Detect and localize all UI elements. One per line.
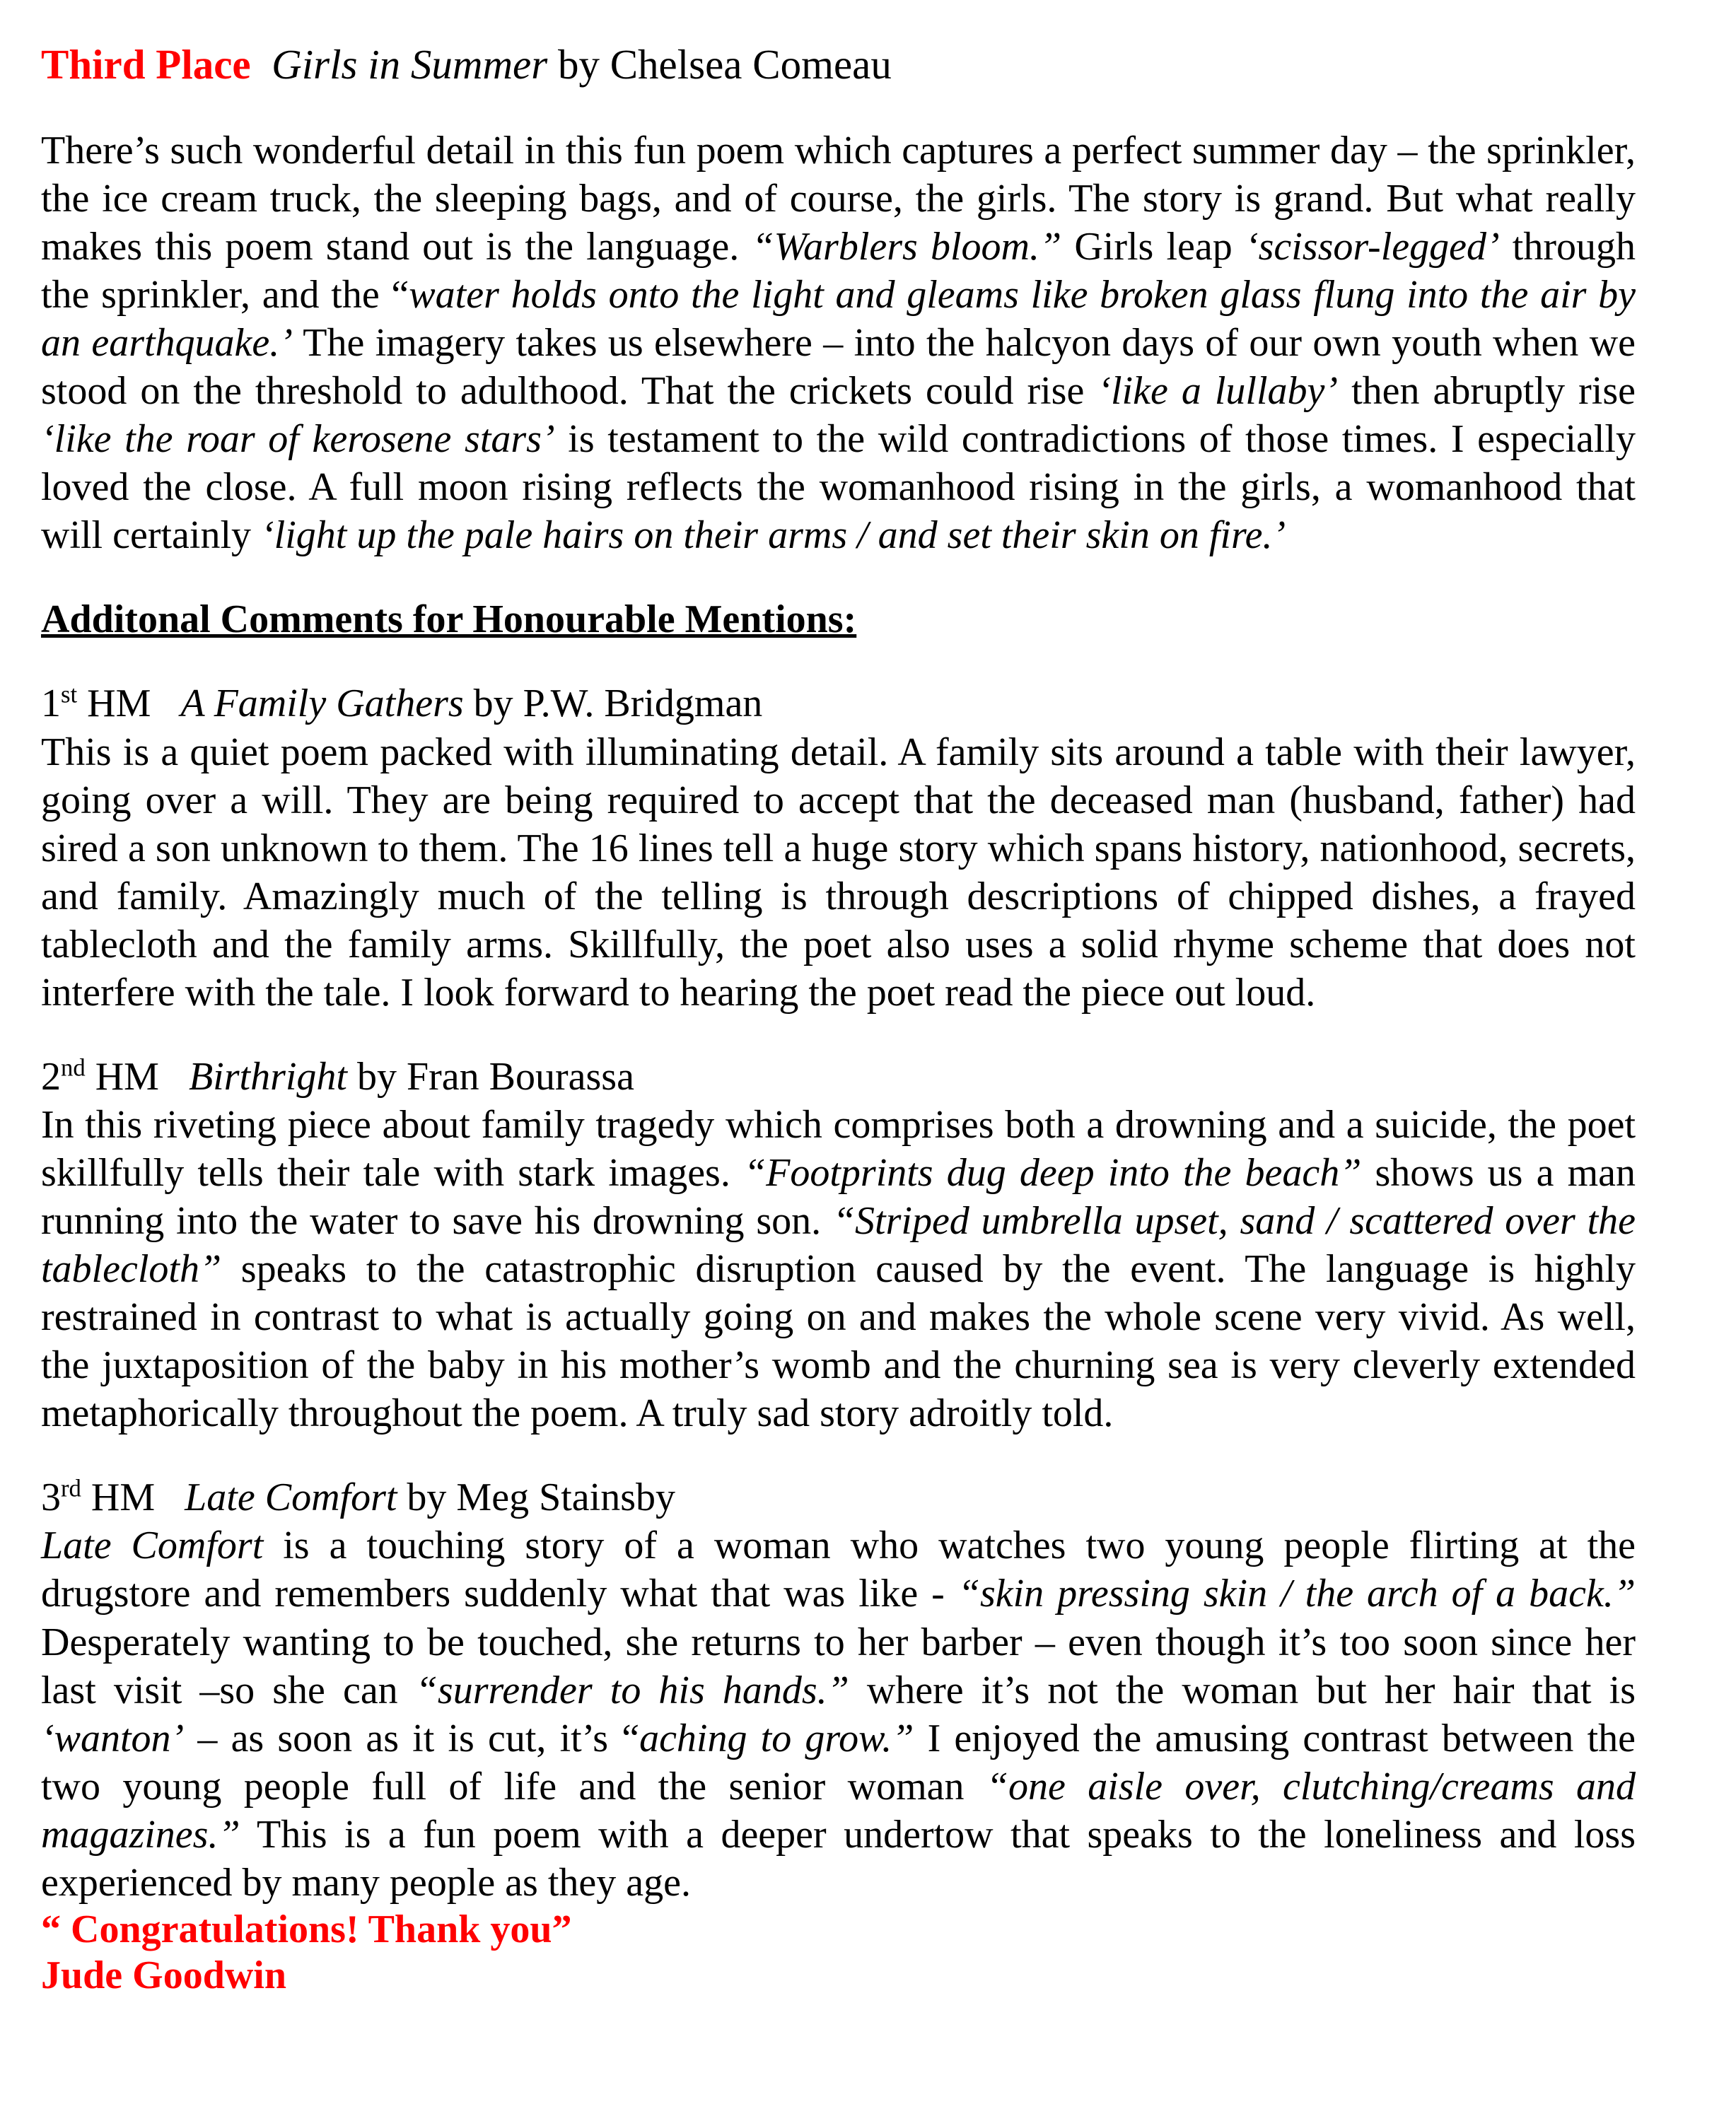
hm-poem-title: A Family Gathers: [180, 682, 464, 726]
hm-rank-label: HM: [77, 682, 151, 726]
review-segment: Desperately wanting to be touched, she returns to her barber – even though it’s too soon since her last visit –so she can: [41, 1620, 1636, 1712]
hm-gap: [151, 682, 180, 725]
review-lead-italic: Late Comfort: [41, 1524, 264, 1568]
hm-review-paragraph-2: [41, 1101, 1636, 1437]
hm-rank-number: 3: [41, 1476, 61, 1520]
review-segment: is testament to the wild contradictions of those times. I especially loved the close. A full moon rising reflects the womanhood rising in the girls, a womanhood that will certainly: [41, 417, 1636, 558]
review-quote: ‘scissor-legged’: [1245, 225, 1500, 269]
spacer: [41, 559, 1636, 596]
poem-title: Girls in Summer: [272, 41, 548, 88]
hm-heading-3: [41, 1474, 1636, 1521]
poem-byline: by Chelsea Comeau: [547, 41, 892, 88]
review-quote: “Striped umbrella upset, sand / scattered over the tablecloth”: [41, 1199, 1636, 1292]
review-segment: There’s such wonderful detail in this fun poem which captures a perfect summer day – the sprinkler, the ice cream truck, the sleeping bags, and of course, the girls. The story is grand. But what really makes this poem stand out is the language.: [41, 129, 1636, 269]
review-quote: “surrender to his hands.”: [415, 1668, 849, 1712]
page-title: [41, 41, 1636, 88]
hm-poem-title: Birthright: [188, 1054, 347, 1099]
review-segment: is a touching story of a woman who watches two young people flirting at the drugstore and remembers suddenly what that was like -: [41, 1524, 1636, 1616]
document-body: [41, 41, 1636, 1999]
review-segment: In this riveting piece about family tragedy which comprises both a drowning and a suicide, the poet skillfully tells their tale with stark images.: [41, 1103, 1636, 1196]
hm-byline: by P.W. Bridgman: [463, 682, 763, 726]
award-label: Third Place: [41, 41, 251, 88]
review-quote: ‘like a lullaby’: [1097, 369, 1339, 414]
spacer: [41, 643, 1636, 680]
review-segment: The imagery takes us elsewhere – into the halcyon days of our own youth when we stood on the threshold to adulthood. That the crickets could rise: [41, 321, 1636, 414]
review-segment: – as soon as it is cut, it’s “: [184, 1716, 640, 1760]
third-place-review-paragraph: [41, 127, 1636, 559]
hm-rank-number: 1: [41, 682, 61, 726]
review-quote: water holds onto the light and gleams like broken glass flung into the air by an earthquake.’: [41, 273, 1636, 366]
hm-rank-label: HM: [81, 1476, 156, 1520]
hm-rank-suffix: st: [61, 680, 78, 708]
spacer: [41, 1437, 1636, 1474]
review-quote: ‘wanton’: [41, 1716, 185, 1760]
review-segment: where it’s not the woman but her hair that is: [849, 1668, 1636, 1712]
review-quote: aching to grow.”: [639, 1716, 914, 1760]
hm-byline: by Meg Stainsby: [397, 1476, 675, 1520]
review-quote: “Footprints dug deep into the beach”: [743, 1151, 1362, 1196]
closing-signature: Jude Goodwin: [41, 1953, 286, 1998]
review-segment: through the sprinkler, and the “: [41, 225, 1636, 317]
hm-gap: [159, 1055, 189, 1099]
review-quote: “Warblers bloom.”: [752, 225, 1062, 269]
review-segment: This is a quiet poem packed with illuminating detail. A family sits around a table with their lawyer, going over a will. They are being required to accept that the deceased man (husband, father) had sired a son unknown to them. The 16 lines tell a huge story which spans history, nationhood, secrets, and family. Amazingly much of the telling is through descriptions of chipped dishes, a frayed tablecloth and the family arms. Skillfully, the poet also uses a solid rhyme scheme that does not interfere with the tale. I look forward to hearing the poet read the piece out loud.: [41, 730, 1636, 1015]
hm-rank-suffix: rd: [61, 1474, 81, 1502]
review-quote: ‘light up the pale hairs on their arms / and set their skin on fire.’: [261, 513, 1286, 558]
review-segment: Girls leap: [1061, 225, 1245, 269]
review-quote: ‘like the roar of kerosene stars’: [41, 417, 555, 462]
review-segment: I enjoyed the amusing contrast between the two young people full of life and the senior woman: [41, 1716, 1636, 1809]
hm-heading-1: [41, 680, 1636, 728]
title-separator: [251, 41, 272, 88]
hm-review-paragraph-3: [41, 1521, 1636, 1906]
spacer: [41, 1017, 1636, 1053]
hm-review-paragraph-1: [41, 728, 1636, 1017]
hm-rank-suffix: nd: [61, 1053, 86, 1082]
hm-poem-title: Late Comfort: [185, 1476, 397, 1520]
closing-congratulations: “ Congratulations! Thank you”: [41, 1907, 572, 1951]
review-quote: “one aisle over, clutching/creams and magazines.”: [41, 1764, 1636, 1857]
review-segment: shows us a man running into the water to save his drowning son.: [41, 1151, 1636, 1244]
review-segment: This is a fun poem with a deeper undertow that speaks to the loneliness and loss experienced by many people as they age.: [41, 1812, 1636, 1905]
review-quote: “skin pressing skin / the arch of a back.”: [957, 1572, 1636, 1616]
section-header-honourable-mentions: Additonal Comments for Honourable Mentions:: [41, 597, 857, 642]
review-segment: speaks to the catastrophic disruption caused by the event. The language is highly restrained in contrast to what is actually going on and makes the whole scene very vivid. As well, the juxtaposition of the baby in his mother’s womb and the churning sea is very cleverly extended metaphorically throughout the poem. A truly sad story adroitly told.: [41, 1247, 1636, 1436]
hm-heading-2: [41, 1053, 1636, 1101]
hm-gap: [155, 1476, 185, 1519]
hm-rank-label: HM: [85, 1054, 159, 1099]
hm-byline: by Fran Bourassa: [346, 1054, 634, 1099]
review-segment: then abruptly rise: [1338, 369, 1636, 414]
hm-rank-number: 2: [41, 1054, 61, 1099]
